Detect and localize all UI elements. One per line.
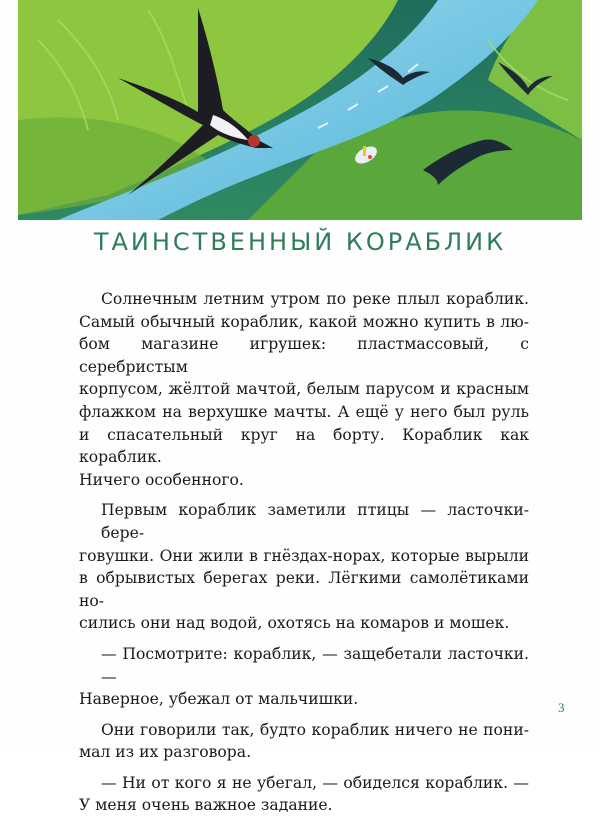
text-line: Они говорили так, будто кораблик ничего не пони- [101, 720, 529, 739]
text-line: и спасательный круг на борту. Кораблик как кораблик. [79, 425, 529, 467]
text-line: Первым кораблик заметили птицы — ласточки-бере- [101, 501, 529, 542]
text-line: — Посмотрите: кораблик, — защебетали ласточки. — [101, 644, 529, 686]
text-line: говушки. Они жили в гнёздах-норах, которые вырыли [79, 546, 529, 565]
text-line: сились они над водой, охотясь на комаров и мошек. [79, 614, 510, 633]
page-title: ТАИНСТВЕННЫЙ КОРАБЛИК [93, 228, 507, 256]
text-line: Наверное, убежал от мальчишки. [79, 690, 359, 709]
story-text [79, 288, 529, 825]
text-line: корпусом, жёлтой мачтой, белым парусом и красным [79, 380, 529, 399]
text-line: в обрывистых берегах реки. Лёгкими самолётиками но- [79, 569, 529, 610]
paragraph [79, 288, 529, 491]
text-line: — Ни от кого я не убегал, — обиделся кораблик. — [101, 773, 529, 792]
text-line: флажком на верхушке мачты. А ещё у него был руль [79, 402, 529, 421]
text-line: Самый обычный кораблик, какой можно купить в лю- [79, 312, 529, 331]
river-illustration [18, 0, 582, 220]
paragraph [79, 499, 529, 635]
text-line: бом магазине игрушек: пластмассовый, с серебристым [79, 335, 529, 376]
text-line: Солнечным летним утром по реке плыл кораблик. [101, 290, 529, 308]
text-line: Ничего особенного. [79, 470, 244, 489]
text-line: мал из их разговора. [79, 743, 252, 762]
paragraph [79, 772, 529, 817]
page-number: 3 [558, 700, 565, 715]
text-line: У меня очень важное задание. [79, 796, 333, 815]
paragraph [79, 643, 529, 711]
paragraph [79, 719, 529, 764]
